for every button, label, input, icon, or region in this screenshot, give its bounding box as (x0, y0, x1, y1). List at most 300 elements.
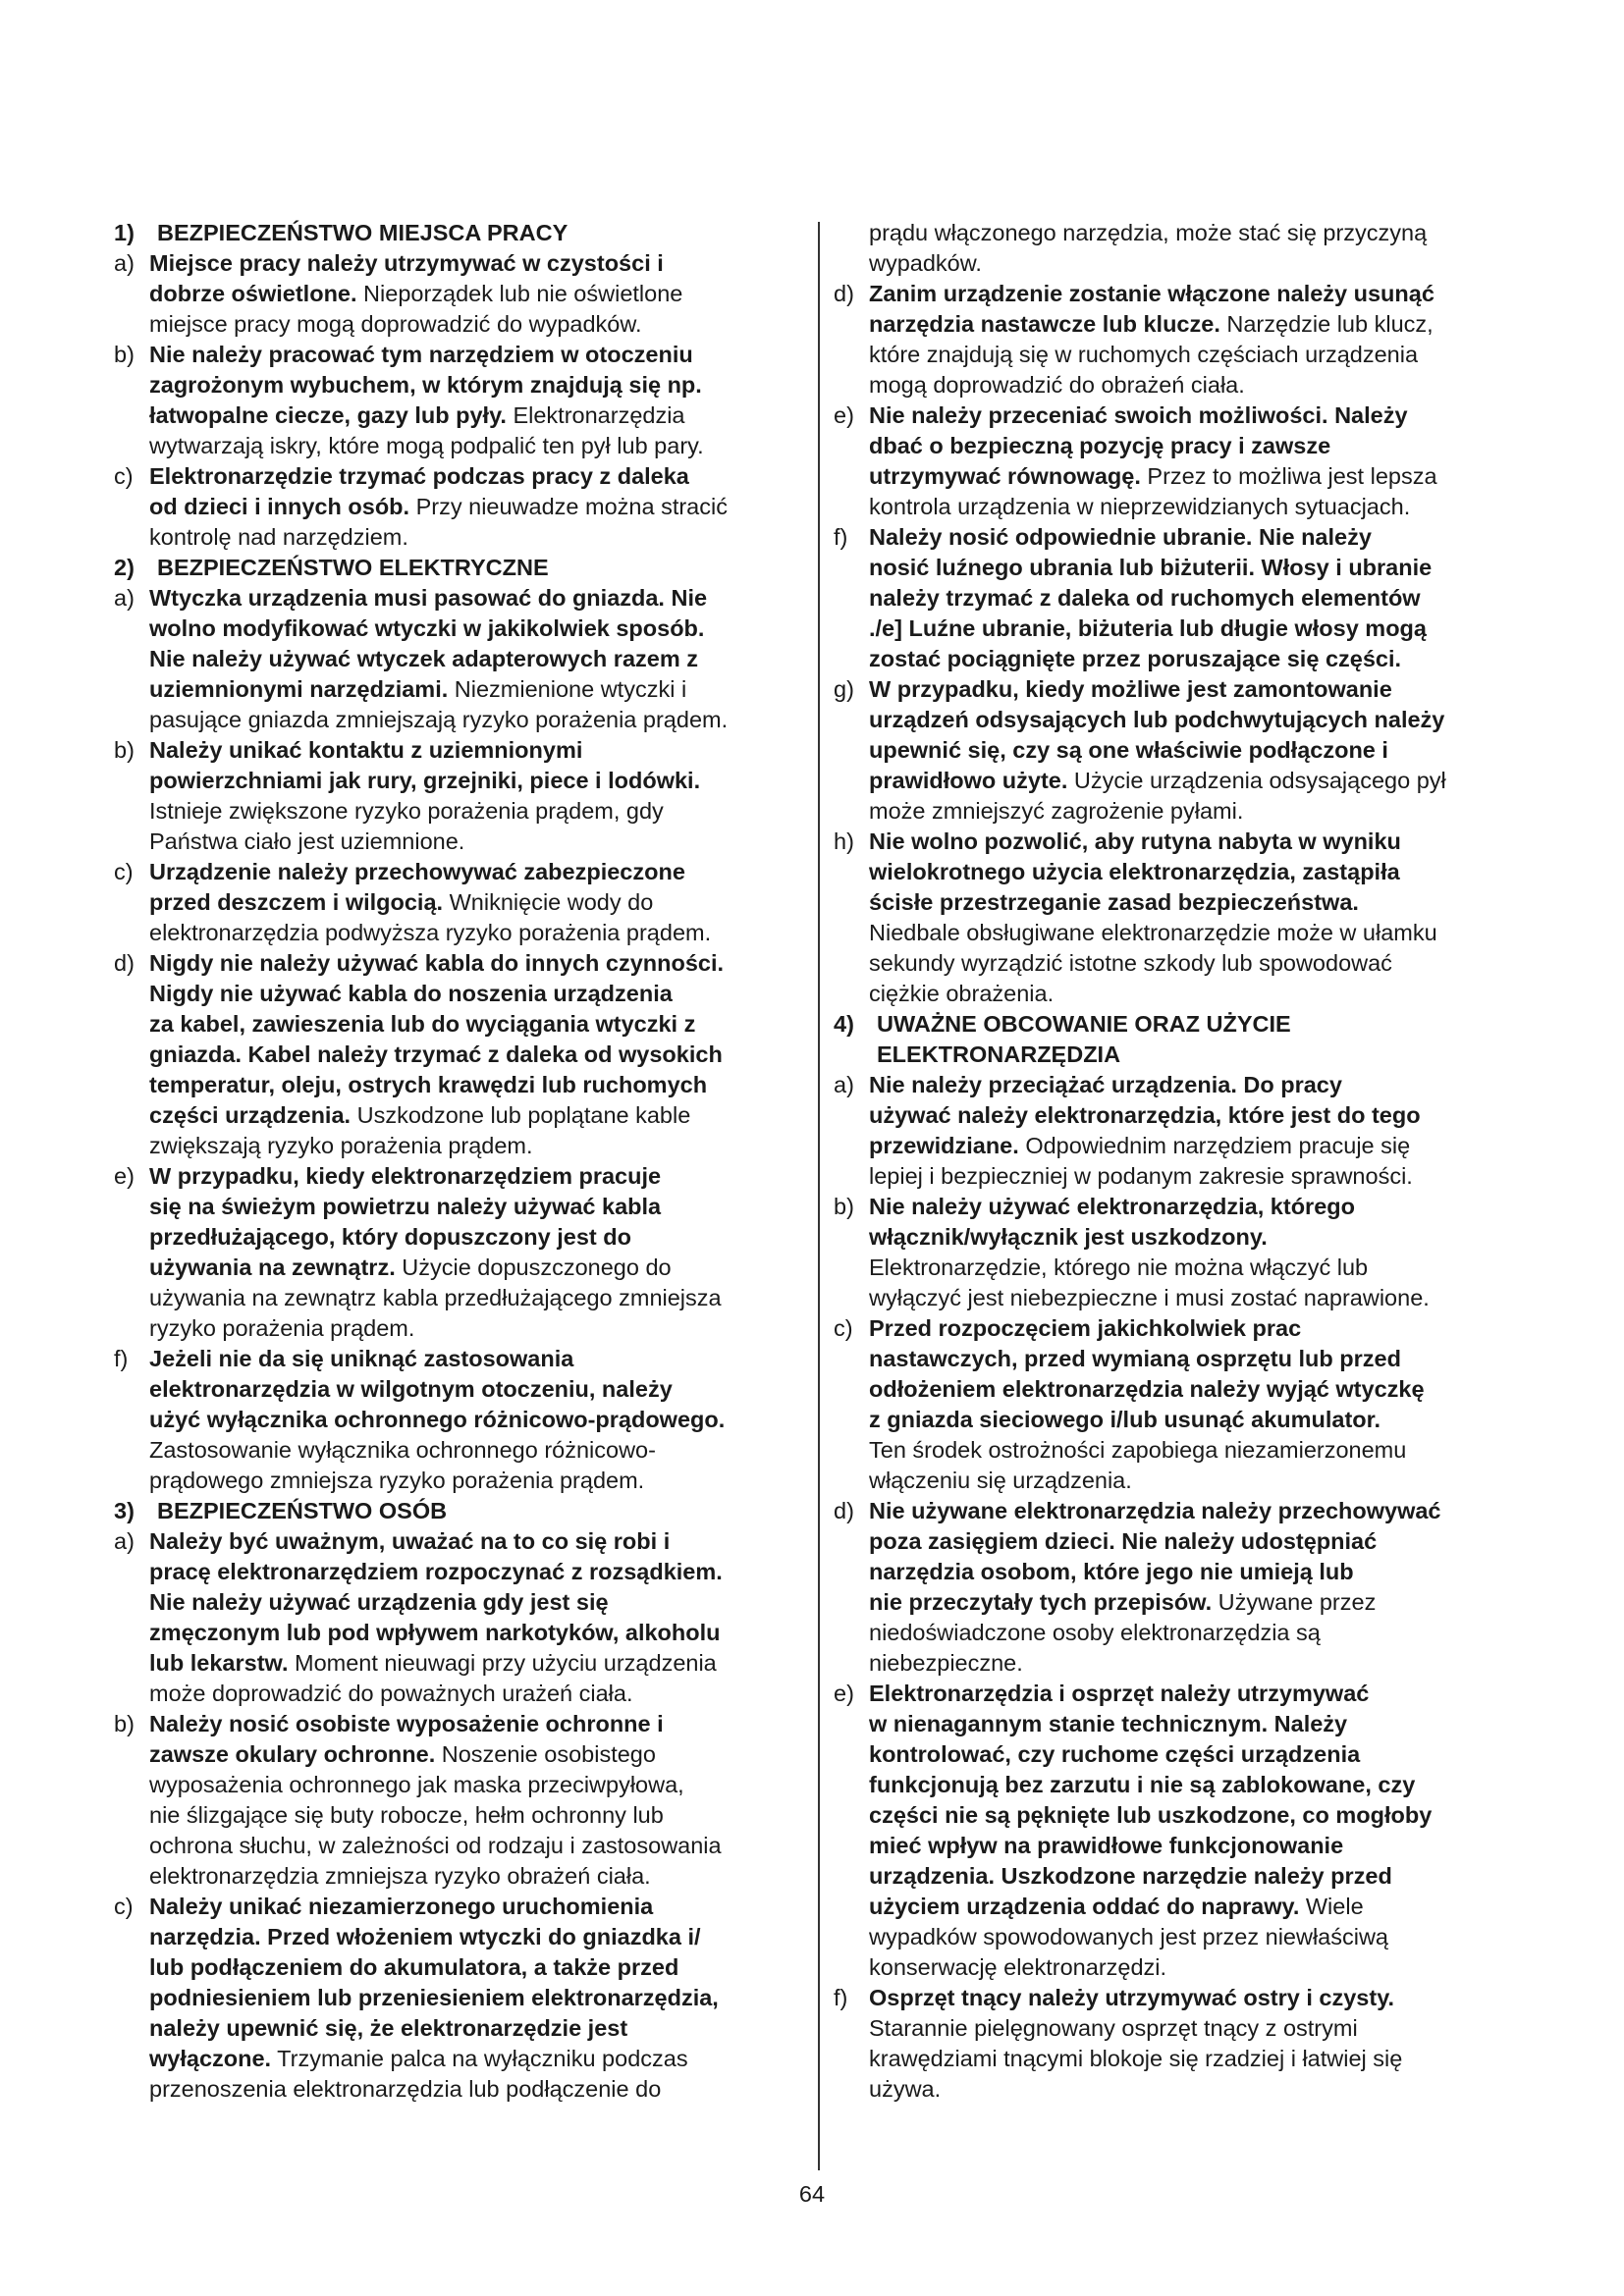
bold-text: nastawczych, przed wymianą osprzętu lub przed (869, 1346, 1401, 1371)
bold-text: lub podłączeniem do akumulatora, a także przed (149, 1954, 679, 1980)
plain-text: Moment nieuwagi przy użyciu urządzenia (288, 1650, 717, 1676)
text-line (869, 1405, 1531, 1435)
bold-text: za kabel, zawieszenia lub do wyciągania wtyczki z (149, 1011, 696, 1037)
list-item (114, 735, 801, 857)
text-line (869, 1770, 1531, 1800)
bold-text: Nie należy używać elektronarzędzia, którego (869, 1194, 1355, 1219)
plain-text: wypadków. (869, 250, 982, 276)
text-line (149, 1587, 801, 1618)
text-line (149, 1131, 801, 1161)
text-line (149, 918, 801, 948)
text-line (869, 1526, 1531, 1557)
list-item (114, 583, 801, 735)
text-line (149, 583, 801, 614)
bold-text: wyłączone. (149, 2046, 272, 2071)
text-line (149, 1253, 801, 1283)
bold-text: powierzchniami jak rury, grzejniki, piece i lodówki. (149, 768, 701, 793)
text-line (869, 1922, 1531, 1952)
plain-text: włączeniu się urządzenia. (869, 1468, 1132, 1493)
text-line (149, 1922, 801, 1952)
list-item (114, 1709, 801, 1892)
bold-text: poza zasięgiem dzieci. Nie należy udostępniać (869, 1528, 1378, 1554)
bold-text: używać należy elektronarzędzia, które jest do tego (869, 1102, 1421, 1128)
item-label: f) (114, 1346, 129, 1371)
bold-text: Osprzęt tnący należy utrzymywać ostry i czysty. (869, 1985, 1395, 2010)
list-item (114, 248, 801, 340)
bold-text: Należy nosić odpowiednie ubranie. Nie należy (869, 524, 1372, 550)
list-item (834, 1192, 1531, 1313)
text-line (149, 644, 801, 674)
column-divider (818, 222, 820, 2170)
bold-text: ./e] Luźne ubranie, biżuteria lub długie włosy mogą (869, 615, 1427, 641)
bold-text: mieć wpływ na prawidłowe funkcjonowanie (869, 1833, 1344, 1858)
bold-text: Należy nosić osobiste wyposażenie ochronne i (149, 1711, 664, 1736)
plain-text: które znajdują się w ruchomych częściach urządzenia (869, 342, 1419, 367)
bold-text: dbać o bezpieczną pozycję pracy i zawsze (869, 433, 1331, 458)
text-line (869, 1100, 1531, 1131)
text-line (869, 1709, 1531, 1739)
item-label: b) (834, 1194, 854, 1219)
plain-text: zwiększają ryzyko porażenia prądem. (149, 1133, 533, 1158)
bold-text: upewnić się, czy są one właściwie podłączone i (869, 737, 1388, 763)
text-line (869, 1983, 1531, 2013)
text-line (869, 827, 1531, 857)
item-label: c) (114, 859, 134, 884)
item-label: d) (114, 950, 135, 976)
bold-text: Wtyczka urządzenia musi pasować do gniazda. Nie (149, 585, 708, 611)
bold-text: zmęczonym lub pod wpływem narkotyków, alkoholu (149, 1620, 721, 1645)
text-line (149, 887, 801, 918)
bold-text: Urządzenie należy przechowywać zabezpieczone (149, 859, 685, 884)
text-line (869, 1253, 1531, 1283)
right-column (834, 218, 1531, 2105)
text-line (869, 279, 1531, 309)
bold-text: Nie należy używać wtyczek adapterowych razem z (149, 646, 699, 671)
item-label: f) (834, 524, 848, 550)
plain-text: sekundy wyrządzić istotne szkody lub spowodować (869, 950, 1392, 976)
bold-text: ścisłe przestrzeganie zasad bezpieczeństwa. (869, 889, 1359, 915)
text-line (149, 1009, 801, 1040)
bold-text: części nie są pęknięte lub uszkodzone, co mogłoby (869, 1802, 1433, 1828)
text-line (869, 1222, 1531, 1253)
list-item (114, 948, 801, 1161)
bold-text: należy upewnić się, że elektronarzędzie jest (149, 2015, 628, 2041)
left-column (114, 218, 801, 2105)
text-line (149, 614, 801, 644)
bold-text: Nie wolno pozwolić, aby rutyna nabyta w wyniku (869, 828, 1401, 854)
item-label: f) (834, 1985, 848, 2010)
bold-text: odłożeniem elektronarzędzia należy wyjąć wtyczkę (869, 1376, 1425, 1402)
bold-text: nosić luźnego ubrania lub biżuterii. Włosy i ubranie (869, 555, 1433, 580)
text-line (149, 248, 801, 279)
bold-text: przed deszczem i wilgocią. (149, 889, 444, 915)
section-number: 2) (114, 555, 135, 580)
bold-text: Należy unikać niezamierzonego uruchomienia (149, 1894, 654, 1919)
text-line (149, 735, 801, 766)
text-line (869, 2044, 1531, 2074)
text-line (149, 1466, 801, 1496)
item-label: b) (114, 342, 135, 367)
item-label: c) (834, 1315, 853, 1341)
text-line (149, 1374, 801, 1405)
text-line (149, 1800, 801, 1831)
text-line (149, 1192, 801, 1222)
plain-text: Elektronarzędzia (506, 402, 685, 428)
text-line (869, 918, 1531, 948)
bold-text: urządzeń odsysających lub podchwytujących należy (869, 707, 1445, 732)
text-line (149, 309, 801, 340)
text-line (149, 1679, 801, 1709)
bold-text: się na świeżym powietrzu należy używać kabla (149, 1194, 662, 1219)
text-line (149, 1405, 801, 1435)
bold-text: narzędzia nastawcze lub klucze. (869, 311, 1220, 337)
text-line (149, 461, 801, 492)
plain-text: niebezpieczne. (869, 1650, 1023, 1676)
bold-text: zostać pociągnięte przez poruszające się części. (869, 646, 1402, 671)
text-line (869, 2074, 1531, 2105)
bold-text: dobrze oświetlone. (149, 281, 357, 306)
list-item (834, 279, 1531, 400)
plain-text: używania na zewnątrz kabla przedłużającego zmniejsza (149, 1285, 722, 1310)
list-item (834, 400, 1531, 522)
continued-text (834, 218, 1531, 279)
bold-text: kontrolować, czy ruchome części urządzenia (869, 1741, 1361, 1767)
text-line (869, 1435, 1531, 1466)
text-line (869, 1070, 1531, 1100)
item-label: g) (834, 676, 854, 702)
plain-text: kontrolę nad narzędziem. (149, 524, 408, 550)
plain-text: elektronarzędzia zmniejsza ryzyko obrażeń ciała. (149, 1863, 651, 1889)
text-line (149, 2013, 801, 2044)
plain-text: używa. (869, 2076, 942, 2102)
text-line (869, 614, 1531, 644)
text-line (869, 1131, 1531, 1161)
bold-text: wolno modyfikować wtyczki w jakikolwiek sposób. (149, 615, 705, 641)
plain-text: przenoszenia elektronarzędzia lub podłączenie do (149, 2076, 662, 2102)
text-line (149, 1739, 801, 1770)
text-line (149, 857, 801, 887)
text-line (869, 705, 1531, 735)
plain-text: Narzędzie lub klucz, (1219, 311, 1434, 337)
text-line (869, 492, 1531, 522)
list-item (114, 857, 801, 948)
item-label: b) (114, 737, 135, 763)
text-line (149, 370, 801, 400)
text-line (149, 2074, 801, 2105)
plain-text: Zastosowanie wyłącznika ochronnego różnicowo- (149, 1437, 656, 1463)
text-line (869, 1861, 1531, 1892)
text-line (149, 796, 801, 827)
text-line (869, 553, 1531, 583)
list-item (114, 1526, 801, 1709)
bold-text: użyciem urządzenia oddać do naprawy. (869, 1894, 1300, 1919)
plain-text: Ten środek ostrożności zapobiega niezamierzonemu (869, 1437, 1407, 1463)
bold-text: włącznik/wyłącznik jest uszkodzony. (869, 1224, 1268, 1250)
text-line (869, 735, 1531, 766)
text-line (869, 1557, 1531, 1587)
bold-text: należy trzymać z daleka od ruchomych elementów (869, 585, 1421, 611)
bold-text: przewidziane. (869, 1133, 1019, 1158)
plain-text: konserwację elektronarzędzi. (869, 1954, 1167, 1980)
section-number: 4) (834, 1011, 854, 1037)
bold-text: prawidłowo użyte. (869, 768, 1068, 793)
item-label: e) (834, 1681, 854, 1706)
text-line (869, 674, 1531, 705)
text-line (869, 1313, 1531, 1344)
item-label: a) (114, 1528, 135, 1554)
bold-text: Nigdy nie używać kabla do noszenia urządzenia (149, 981, 673, 1006)
plain-text: miejsce pracy mogą doprowadzić do wypadków. (149, 311, 642, 337)
text-line (869, 887, 1531, 918)
text-line (869, 1283, 1531, 1313)
text-line (869, 948, 1531, 979)
text-line (149, 1283, 801, 1313)
text-line (149, 1526, 801, 1557)
bold-text: Elektronarzędzie trzymać podczas pracy z daleka (149, 463, 689, 489)
plain-text: Niezmienione wtyczki i (448, 676, 687, 702)
text-line (149, 1861, 801, 1892)
bold-text: Nie należy przeciążać urządzenia. Do pracy (869, 1072, 1342, 1097)
text-line (149, 1618, 801, 1648)
text-line (869, 1648, 1531, 1679)
text-line (869, 1374, 1531, 1405)
list-item (834, 1070, 1531, 1192)
text-line (869, 431, 1531, 461)
section-heading (834, 1009, 1531, 1070)
bold-text: części urządzenia. (149, 1102, 352, 1128)
item-label: a) (114, 250, 135, 276)
text-line (869, 370, 1531, 400)
plain-text: pasujące gniazda zmniejszają ryzyko porażenia prądem. (149, 707, 729, 732)
list-item (114, 1344, 801, 1496)
text-line (869, 1344, 1531, 1374)
bold-text: łatwopalne ciecze, gazy lub pyły. (149, 402, 507, 428)
bold-text: od dzieci i innych osób. (149, 494, 410, 519)
item-label: h) (834, 828, 854, 854)
text-line (149, 1161, 801, 1192)
plain-text: Używane przez (1212, 1589, 1377, 1615)
bold-text: nie przeczytały tych przepisów. (869, 1589, 1213, 1615)
item-label: e) (114, 1163, 135, 1189)
plain-text: wytwarzają iskry, które mogą podpalić ten pył lub pary. (149, 433, 704, 458)
bold-text: lub lekarstw. (149, 1650, 289, 1676)
text-line (869, 309, 1531, 340)
text-line (149, 766, 801, 796)
text-line (869, 218, 1531, 248)
bold-text: gniazda. Kabel należy trzymać z daleka od wysokich (149, 1041, 723, 1067)
bold-text: przedłużającego, który dopuszczony jest do (149, 1224, 631, 1250)
list-item (834, 827, 1531, 1009)
text-line (149, 827, 801, 857)
text-line (149, 1100, 801, 1131)
text-line (149, 340, 801, 370)
bold-text: zagrożonym wybuchem, w którym znajdują się np. (149, 372, 702, 398)
plain-text: wyposażenia ochronnego jak maska przeciwpyłowa, (149, 1772, 684, 1797)
text-line (869, 857, 1531, 887)
bold-text: użyć wyłącznika ochronnego różnicowo-prądowego. (149, 1407, 726, 1432)
text-line (869, 400, 1531, 431)
text-line (869, 461, 1531, 492)
plain-text: Przy nieuwadze można stracić (409, 494, 728, 519)
text-line (149, 1070, 801, 1100)
text-line (869, 1618, 1531, 1648)
plain-text: Wniknięcie wody do (443, 889, 654, 915)
section-title: BEZPIECZEŃSTWO MIEJSCA PRACY (157, 220, 568, 245)
section-heading (114, 553, 801, 583)
bold-text: uziemnionymi narzędziami. (149, 676, 449, 702)
plain-text: Starannie pielęgnowany osprzęt tnący z ostrymi (869, 2015, 1358, 2041)
bold-text: W przypadku, kiedy możliwe jest zamontowanie (869, 676, 1392, 702)
bold-text: Należy być uważnym, uważać na to co się robi i (149, 1528, 671, 1554)
plain-text: może zmniejszyć zagrożenie pyłami. (869, 798, 1244, 824)
list-item (834, 1313, 1531, 1496)
section-title: BEZPIECZEŃSTWO OSÓB (157, 1498, 448, 1523)
text-line (869, 1800, 1531, 1831)
plain-text: lepiej i bezpieczniej w podanym zakresie sprawności. (869, 1163, 1413, 1189)
item-label: d) (834, 1498, 854, 1523)
text-line (869, 1192, 1531, 1222)
text-line (869, 1466, 1531, 1496)
plain-text: elektronarzędzia podwyższa ryzyko porażenia prądem. (149, 920, 712, 945)
plain-text: wyłączyć jest niebezpieczne i musi zostać naprawione. (869, 1285, 1430, 1310)
bold-text: narzędzia. Przed włożeniem wtyczki do gniazdka i/ (149, 1924, 701, 1949)
section-title-line2: ELEKTRONARZĘDZIA (877, 1041, 1121, 1067)
plain-text: ciężkie obrażenia. (869, 981, 1055, 1006)
section-title: BEZPIECZEŃSTWO ELEKTRYCZNE (157, 555, 549, 580)
text-line (149, 1344, 801, 1374)
item-label: b) (114, 1711, 135, 1736)
item-label: a) (114, 585, 135, 611)
text-line (149, 1952, 801, 1983)
list-item (834, 1983, 1531, 2105)
text-line (149, 400, 801, 431)
bold-text: wielokrotnego użycia elektronarzędzia, zastąpiła (869, 859, 1400, 884)
bold-text: Nigdy nie należy używać kabla do innych czynności. (149, 950, 725, 976)
bold-text: urządzenia. Uszkodzone narzędzie należy przed (869, 1863, 1392, 1889)
text-line (149, 279, 801, 309)
text-line (149, 522, 801, 553)
bold-text: Zanim urządzenie zostanie włączone należy usunąć (869, 281, 1435, 306)
item-label: c) (114, 463, 134, 489)
plain-text: Trzymanie palca na wyłączniku podczas (271, 2046, 688, 2071)
list-item (114, 1161, 801, 1344)
list-item (834, 1496, 1531, 1679)
text-line (869, 766, 1531, 796)
text-line (869, 979, 1531, 1009)
plain-text: nie ślizgające się buty robocze, hełm ochronny lub (149, 1802, 664, 1828)
text-line (149, 2044, 801, 2074)
text-line (869, 1892, 1531, 1922)
text-line (869, 522, 1531, 553)
plain-text: Niedbale obsługiwane elektronarzędzie może w ułamku (869, 920, 1437, 945)
bold-text: Elektronarzędzia i osprzęt należy utrzymywać (869, 1681, 1370, 1706)
plain-text: może doprowadzić do poważnych urażeń ciała. (149, 1681, 633, 1706)
plain-text: Odpowiednim narzędziem pracuje się (1018, 1133, 1411, 1158)
text-line (149, 431, 801, 461)
bold-text: Należy unikać kontaktu z uziemnionymi (149, 737, 583, 763)
text-line (149, 948, 801, 979)
bold-text: Nie należy przeceniać swoich możliwości. Należy (869, 402, 1408, 428)
list-item (114, 1892, 801, 2105)
item-label: d) (834, 281, 854, 306)
text-line (869, 1679, 1531, 1709)
bold-text: Nie używane elektronarzędzia należy przechowywać (869, 1498, 1441, 1523)
list-item (834, 674, 1531, 827)
item-label: a) (834, 1072, 854, 1097)
bold-text: w nienagannym stanie technicznym. Należy (869, 1711, 1348, 1736)
plain-text: Istnieje zwiększone ryzyko porażenia prądem, gdy (149, 798, 664, 824)
list-item (834, 522, 1531, 674)
plain-text: Wiele (1299, 1894, 1364, 1919)
plain-text: prądu włączonego narzędzia, może stać się przyczyną (869, 220, 1428, 245)
plain-text: Państwa ciało jest uziemnione. (149, 828, 465, 854)
text-line (869, 248, 1531, 279)
text-line (869, 583, 1531, 614)
plain-text: Elektronarzędzie, którego nie można włączyć lub (869, 1255, 1369, 1280)
text-line (869, 2013, 1531, 2044)
bold-text: utrzymywać równowagę. (869, 463, 1141, 489)
text-line (149, 1709, 801, 1739)
text-line (869, 1739, 1531, 1770)
bold-text: Nie należy używać urządzenia gdy jest się (149, 1589, 609, 1615)
section-heading (114, 218, 801, 248)
bold-text: temperatur, oleju, ostrych krawędzi lub ruchomych (149, 1072, 708, 1097)
plain-text: Użycie urządzenia odsysającego pył (1067, 768, 1446, 793)
plain-text: wypadków spowodowanych jest przez niewłaściwą (869, 1924, 1389, 1949)
section-number: 1) (114, 220, 135, 245)
text-line (869, 644, 1531, 674)
bold-text: narzędzia osobom, które jego nie umieją lub (869, 1559, 1354, 1584)
text-line (149, 1222, 801, 1253)
bold-text: funkcjonują bez zarzutu i nie są zablokowane, czy (869, 1772, 1416, 1797)
section-heading (114, 1496, 801, 1526)
bold-text: podniesieniem lub przeniesieniem elektronarzędzia, (149, 1985, 719, 2010)
bold-text: elektronarzędzia w wilgotnym otoczeniu, należy (149, 1376, 673, 1402)
text-line (149, 1983, 801, 2013)
bold-text: Jeżeli nie da się uniknąć zastosowania (149, 1346, 574, 1371)
text-line (149, 1040, 801, 1070)
bold-text: W przypadku, kiedy elektronarzędziem pracuje (149, 1163, 662, 1189)
bold-text: używania na zewnątrz. (149, 1255, 396, 1280)
bold-text: pracę elektronarzędziem rozpoczynać z rozsądkiem. (149, 1559, 723, 1584)
text-line (149, 492, 801, 522)
bold-text: Przed rozpoczęciem jakichkolwiek prac (869, 1315, 1302, 1341)
list-item (114, 340, 801, 461)
text-line (149, 674, 801, 705)
text-line (149, 705, 801, 735)
text-line (149, 1557, 801, 1587)
text-line (869, 1587, 1531, 1618)
text-line (869, 796, 1531, 827)
text-line (149, 1831, 801, 1861)
text-line (149, 1770, 801, 1800)
plain-text: Nieporządek lub nie oświetlone (356, 281, 683, 306)
plain-text: krawędziami tnącymi blokoje się rzadziej i łatwiej się (869, 2046, 1403, 2071)
plain-text: Użycie dopuszczonego do (395, 1255, 672, 1280)
bold-text: z gniazda sieciowego i/lub usunąć akumulator. (869, 1407, 1381, 1432)
list-item (114, 461, 801, 553)
plain-text: mogą doprowadzić do obrażeń ciała. (869, 372, 1245, 398)
text-line (149, 1313, 801, 1344)
plain-text: Przez to możliwa jest lepsza (1140, 463, 1437, 489)
text-line (149, 979, 801, 1009)
item-label: c) (114, 1894, 134, 1919)
section-title: UWAŻNE OBCOWANIE ORAZ UŻYCIE (877, 1011, 1291, 1037)
text-line (149, 1892, 801, 1922)
text-line (869, 1161, 1531, 1192)
bold-text: Miejsce pracy należy utrzymywać w czystości i (149, 250, 664, 276)
text-line (149, 1435, 801, 1466)
